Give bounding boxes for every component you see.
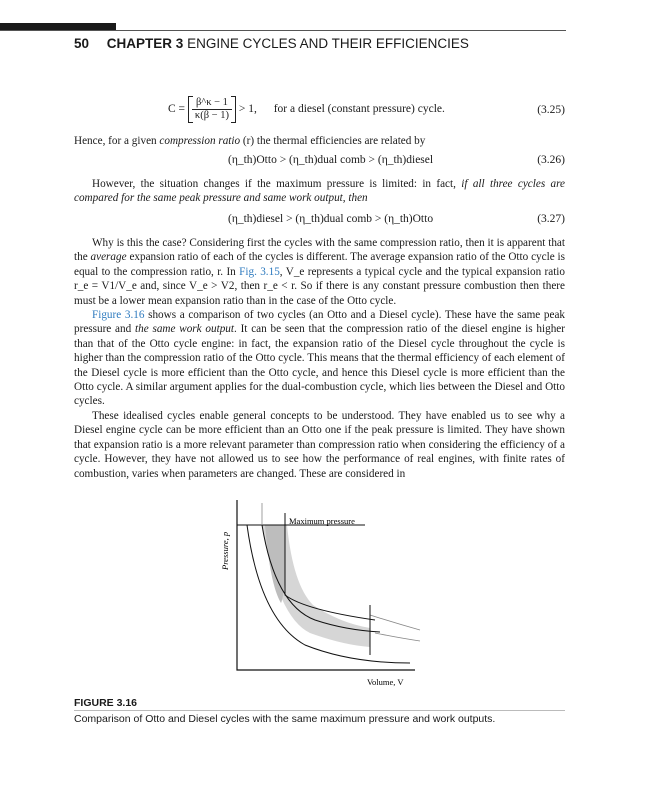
otto-cycle-area xyxy=(265,525,285,603)
p-hence-a: Hence, for a given xyxy=(74,135,157,147)
eq325-bracket xyxy=(188,96,236,123)
paragraph-figure xyxy=(74,308,565,409)
compression-curve-ext xyxy=(375,633,420,641)
page-number: 50 xyxy=(74,36,90,51)
chapter-title: ENGINE CYCLES AND THEIR EFFICIENCIES xyxy=(187,36,469,51)
equation-3-26: (η_th)Otto > (η_th)dual comb > (η_th)diesel xyxy=(228,154,434,166)
paragraph-however xyxy=(74,177,565,206)
page-header xyxy=(74,36,469,51)
eq325-numerator: β^κ − 1 xyxy=(192,97,232,110)
paragraph-idealised: These idealised cycles enable general concepts to be understood. They have enabled us to see why a Diesel engine cycle can be more efficient than an Otto one if the peak pressure is limited. They have shown that expansion ratio is a more relevant parameter than compression ratio when considering the efficiency of a cycle. However, they have not allowed us to see how the performance of real engines, with finite rates of combustion, varies when parameters are changed. These are considered in xyxy=(74,410,565,480)
p-why-b: expansion ratio of each of the cycles is different. The average expansion ratio of the Otto cycle is equal to the compression ratio, r. In xyxy=(74,251,565,278)
x-axis-label: Volume, V xyxy=(367,677,404,687)
eq327-number: (3.27) xyxy=(537,213,565,225)
equation-3-25 xyxy=(168,96,445,123)
p-fig-a: shows a comparison of two cycles (an Otto and a Diesel cycle). These have the same peak pressure and xyxy=(74,309,565,336)
eq325-fraction xyxy=(192,97,232,122)
annotation-max-pressure: Maximum pressure xyxy=(289,516,355,526)
header-rule xyxy=(0,30,566,31)
p-why-a: Why is this the case? Considering first the cycles with the same compression ratio, then it is apparent that the xyxy=(74,237,565,264)
p-why-em: average xyxy=(90,251,127,264)
p-fig-b: . It can be seen that the compression ratio of the diesel engine is higher than that of the Otto cycle engine: in fact, the expansion ratio of the Diesel cycle throughout the cycle is higher than the compression ratio of the Otto cycle. This means that the thermal efficiency of each element of the Diesel cycle is more efficient than the Otto cycle, and hence this Diesel cycle is more efficient than the Otto cycle. A similar argument applies for the dual-combustion cycle, which lies between the Diesel and Otto cycles. xyxy=(74,323,565,408)
paragraph-why xyxy=(74,236,565,308)
eq325-rhs: > 1, xyxy=(238,103,257,116)
chapter-label: CHAPTER 3 xyxy=(106,36,184,51)
eq326-number: (3.26) xyxy=(537,154,565,166)
figure-label: FIGURE 3.16 xyxy=(74,697,138,709)
p-fig-em: the same work output xyxy=(135,323,234,336)
p-however-a: However, the situation changes if the maximum pressure is limited: in fact, xyxy=(92,178,456,190)
paragraph-hence xyxy=(74,134,565,148)
p-hence-em: compression ratio xyxy=(159,135,241,147)
eq325-text: for a diesel (constant pressure) cycle. xyxy=(273,103,445,116)
fig-3-16-link[interactable]: Figure 3.16 xyxy=(92,309,145,321)
eq325-denominator: κ(β − 1) xyxy=(194,110,229,121)
figure-rule xyxy=(74,710,565,711)
equation-3-27: (η_th)diesel > (η_th)dual comb > (η_th)Otto xyxy=(228,213,434,225)
eq325-lhs: C = xyxy=(168,103,186,116)
y-axis-label: Pressure, p xyxy=(220,531,230,570)
eq325-number: (3.25) xyxy=(537,104,565,116)
expansion-curve-ext xyxy=(370,615,420,630)
figure-caption: Comparison of Otto and Diesel cycles with the same maximum pressure and work outputs. xyxy=(74,713,496,725)
p-hence-b: (r) the thermal efficiencies are related by xyxy=(242,135,426,147)
pv-diagram xyxy=(215,495,440,695)
p-why-c: , V_e represents a typical cycle and the typical expansion ratio r_e = V1/V_e and, since V_e > V2, then r_e < r. So if there is any constant pressure combustion then there must be a lower mean expansion ratio than in the case of the Otto cycle. xyxy=(74,265,566,307)
fig-3-15-link[interactable]: Fig. 3.15 xyxy=(239,265,280,278)
p-however-em: if all three cycles are compared for the same peak pressure and same work output, then xyxy=(74,178,566,205)
